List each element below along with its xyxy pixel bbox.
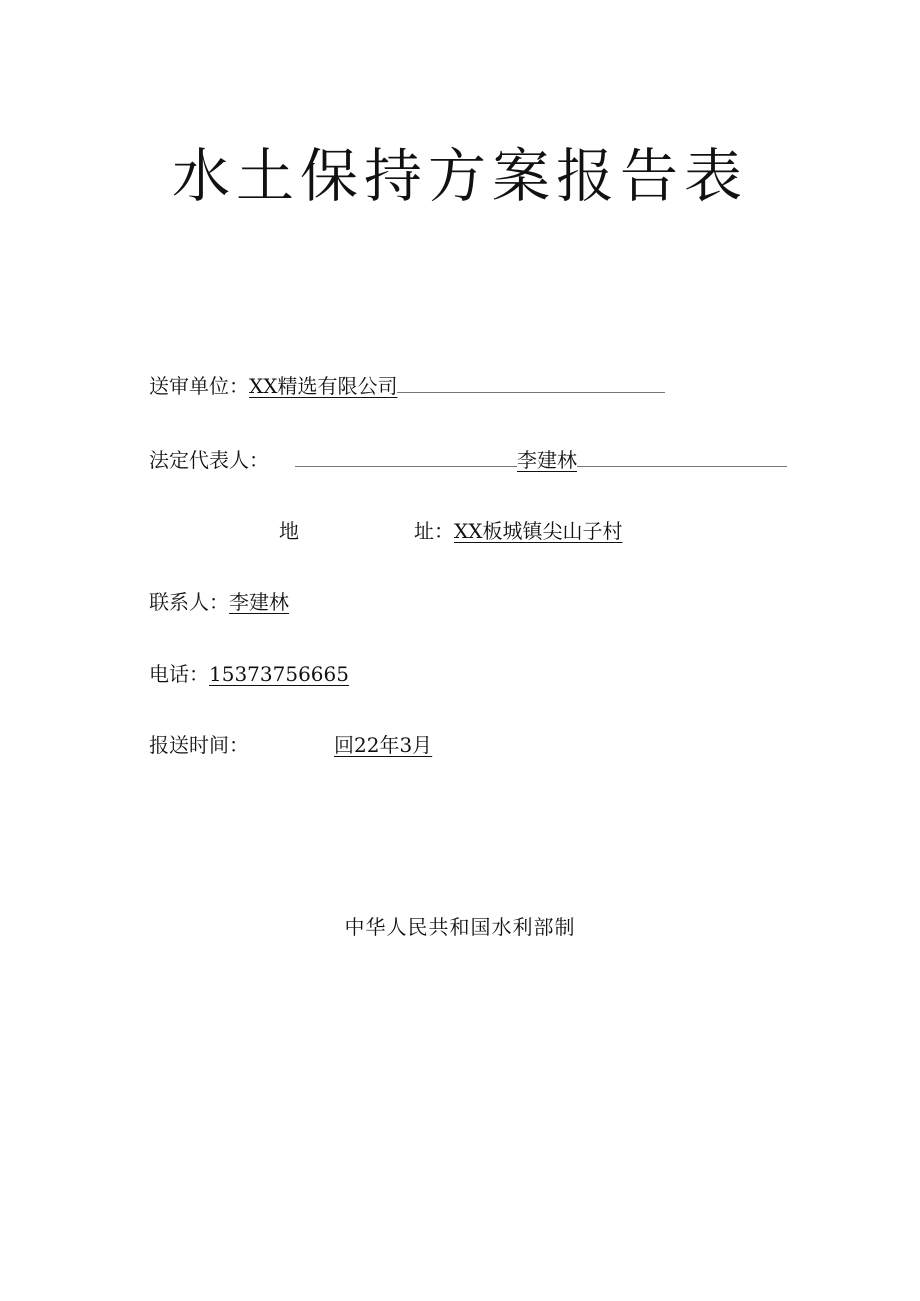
legal-representative-row	[149, 446, 787, 474]
legal-representative-label: 法定代表人：	[149, 448, 269, 472]
report-time-label: 报送时间：	[149, 733, 249, 757]
submitting-unit-underline	[397, 374, 665, 393]
contact-row	[149, 588, 289, 616]
report-time-row	[149, 731, 432, 759]
legal-representative-underline-right	[577, 448, 787, 467]
report-time-value: 回22年3月	[334, 733, 433, 757]
legal-representative-value: 李建林	[517, 448, 577, 472]
phone-label: 电话：	[149, 662, 209, 686]
address-value: XX板城镇尖山子村	[454, 519, 623, 543]
submitting-unit-row	[149, 372, 665, 400]
submitting-unit-label: 送审单位：	[149, 374, 249, 398]
document-title: 水土保持方案报告表	[171, 142, 748, 210]
phone-row	[149, 660, 349, 688]
address-row	[279, 517, 622, 545]
submitting-unit-value: XX精选有限公司	[249, 374, 398, 398]
contact-label: 联系人：	[149, 590, 229, 614]
legal-representative-underline-left	[295, 448, 517, 467]
address-label-first: 地	[279, 519, 299, 543]
issuer-footer: 中华人民共和国水利部制	[344, 915, 576, 939]
address-label-second: 址：	[414, 519, 454, 543]
phone-value: 15373756665	[209, 662, 349, 686]
contact-value: 李建林	[229, 590, 289, 614]
